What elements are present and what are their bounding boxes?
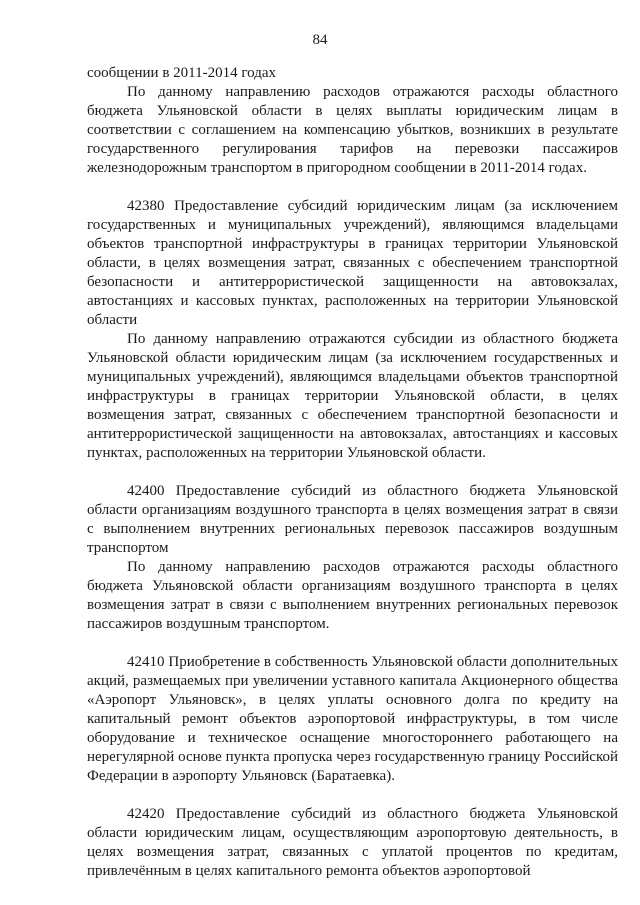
page-number: 84 — [312, 32, 328, 48]
paragraph-3: 42380 Предоставление субсидий юридическим лицам (за исключением государственных и муниципальных учреждений), являющимся владельцами объектов транспортной инфраструктуры в границах территории Ульяновской области, в целях возмещения затрат, связанных с обеспечением транспортной безопасности и антитеррористической защищенности на автовокзалах, автостанциях и кассовых пунктах, расположенных на территории Ульяновской области — [87, 198, 618, 328]
paragraph-2: По данному направлению расходов отражаются расходы областного бюджета Ульяновской области в целях выплаты юридическим лицам в соответствии с соглашением на компенсацию убытков, возникших в результате государственного регулирования тарифов на перевозки пассажиров железнодорожным транспортом в пригородном сообщении в 2011-2014 годах. — [87, 84, 618, 176]
paragraph-6: По данному направлению расходов отражаются расходы областного бюджета Ульяновской области организациям воздушного транспорта в целях возмещения затрат в связи с выполнением внутренних региональных перевозок пассажиров воздушным транспортом. — [87, 559, 618, 632]
paragraph-gap — [87, 463, 618, 482]
document-body — [87, 64, 618, 881]
paragraph-1: сообщении в 2011-2014 годах — [87, 65, 276, 81]
paragraph-gap — [87, 634, 618, 653]
paragraph-4: По данному направлению отражаются субсидии из областного бюджета Ульяновской области юридическим лицам (за исключением государственных и муниципальных учреждений), являющимся владельцами объектов транспортной инфраструктуры в границах территории Ульяновской области, в целях возмещения затрат, связанных с обеспечением транспортной безопасности и антитеррористической защищенности на автовокзалах, автостанциях и кассовых пунктах, расположенных на территории Ульяновской области. — [87, 331, 618, 461]
paragraph-7: 42410 Приобретение в собственность Ульяновской области дополнительных акций, размещаемых при увеличении уставного капитала Акционерного общества «Аэропорт Ульяновск», в целях уплаты основного долга по кредиту на капитальный ремонт объектов аэропортовой инфраструктуры, в том числе оборудование и техническое оснащение многостороннего работающего на нерегулярной основе пункта пропуска через государственную границу Российской Федерации в аэропорту Ульяновск (Баратаевка). — [87, 654, 618, 784]
paragraph-5: 42400 Предоставление субсидий из областного бюджета Ульяновской области организациям воздушного транспорта в целях возмещения затрат в связи с выполнением внутренних региональных перевозок пассажиров воздушным транспортом — [87, 483, 618, 556]
paragraph-gap — [87, 178, 618, 197]
paragraph-8: 42420 Предоставление субсидий из областного бюджета Ульяновской области юридическим лицам, осуществляющим аэропортовую деятельность, в целях возмещения затрат, связанных с уплатой процентов по кредитам, привлечённым в целях капитального ремонта объектов аэропортовой — [87, 806, 618, 879]
paragraph-gap — [87, 786, 618, 805]
